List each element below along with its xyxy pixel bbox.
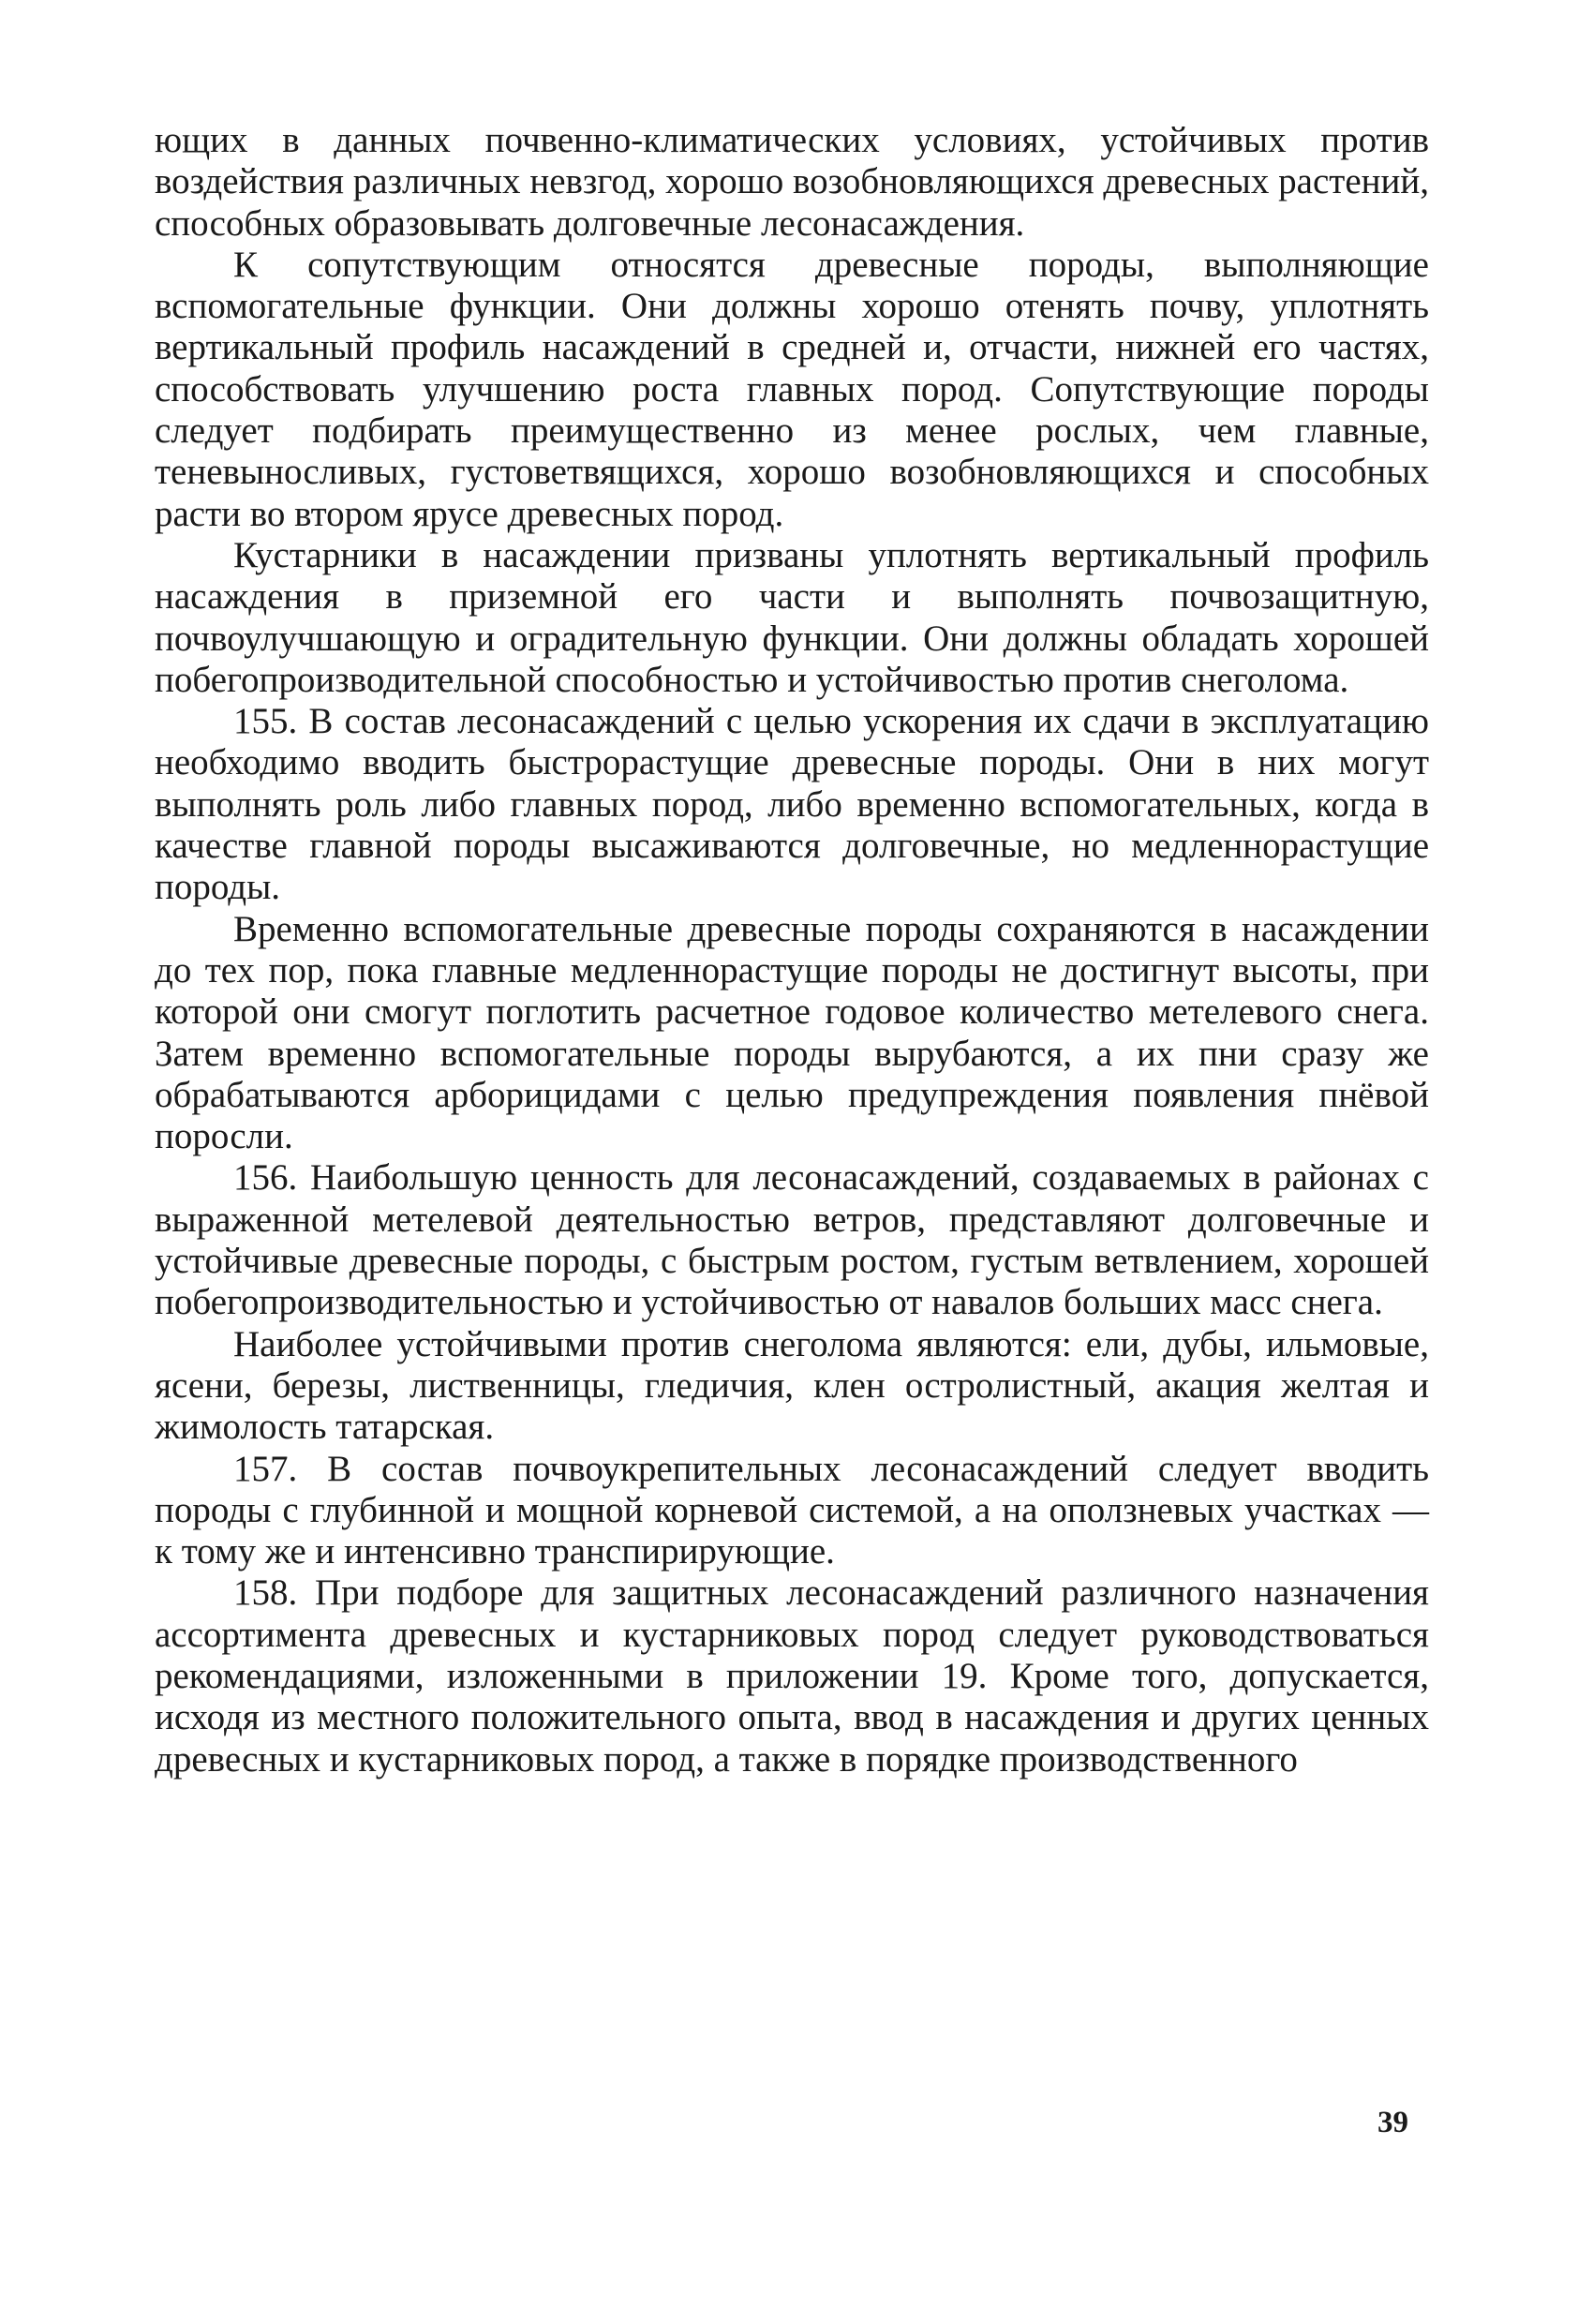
paragraph-3: Кустарники в насаждении призваны уплотнять вертикальный профиль насаждения в приземной его части и выполнять почвозащитную, почвоулучшающую и оградительную функции. Они должны обладать хорошей побегопроизводительной способностью и устойчивостью против снеголома. (155, 534, 1429, 700)
paragraph-158: 158. При подборе для защитных лесонасаждений различного назначения ассортимента древесных и кустарниковых пород следует руководствоваться рекомендациями, изложенными в приложении 19. Кроме того, допускается, исходя из местного положительного опыта, ввод в насаждения и других ценных древесных и кустарниковых пород, а также в порядке производственного (155, 1572, 1429, 1780)
paragraph-5: Временно вспомогательные древесные породы сохраняются в насаждении до тех пор, пока главные медленнорастущие породы не достигнут высоты, при которой они смогут поглотить расчетное годовое количество метелевого снега. Затем временно вспомогательные породы вырубаются, а их пни сразу же обрабатываются арборицидами с целью предупреждения появления пнёвой поросли. (155, 908, 1429, 1157)
paragraph-157: 157. В состав почвоукрепительных лесонасаждений следует вводить породы с глубинной и мощной корневой системой, а на оползневых участках — к тому же и интенсивно транспирирующие. (155, 1448, 1429, 1572)
paragraph-2: К сопутствующим относятся древесные породы, выполняющие вспомогательные функции. Они должны хорошо отенять почву, уплотнять вертикальный профиль насаждений в средней и, отчасти, нижней его частях, способствовать улучшению роста главных пород. Сопутствующие породы следует подбирать преимущественно из менее рослых, чем главные, теневыносливых, густоветвящихся, хорошо возобновляющихся и способных расти во втором ярусе древесных пород. (155, 244, 1429, 534)
paragraph-156: 156. Наибольшую ценность для лесонасаждений, создаваемых в районах с выраженной метелевой деятельностью ветров, представляют долговечные и устойчивые древесные породы, с быстрым ростом, густым ветвлением, хорошей побегопроизводительностью и устойчивостью от навалов больших масс снега. (155, 1157, 1429, 1323)
paragraph-155: 155. В состав лесонасаждений с целью ускорения их сдачи в эксплуатацию необходимо вводить быстрорастущие древесные породы. Они в них могут выполнять роль либо главных пород, либо временно вспомогательных, когда в качестве главной породы высаживаются долговечные, но медленнорастущие породы. (155, 701, 1429, 908)
page-text (155, 120, 1429, 1780)
paragraph-7: Наиболее устойчивыми против снеголома являются: ели, дубы, ильмовые, ясени, березы, лиственницы, гледичия, клен остролистный, акация желтая и жимолость татарская. (155, 1323, 1429, 1448)
page-number: 39 (1377, 2106, 1408, 2139)
paragraph-1: ющих в данных почвенно-климатических условиях, устойчивых против воздействия различных невзгод, хорошо возобновляющихся древесных растений, способных образовывать долговечные лесонасаждения. (155, 120, 1429, 244)
